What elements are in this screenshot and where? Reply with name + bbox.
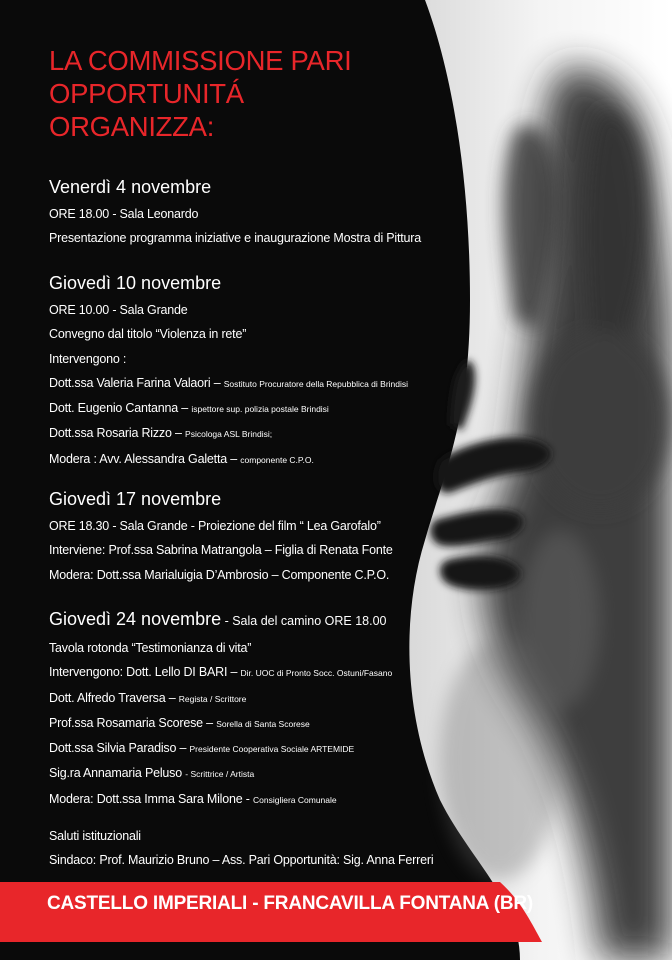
speaker-role: Sorella di Santa Scorese (216, 718, 310, 729)
speaker-line: Dott.ssa Rosaria Rizzo – Psicologa ASL Brindisi; (49, 426, 273, 441)
speaker-role: Consigliera Comunale (252, 794, 337, 805)
event-giovedi-10-novembre (49, 272, 469, 472)
speaker-line: Dott.ssa Valeria Farina Valaori – Sostituto Procuratore della Repubblica di Brindisi (49, 375, 409, 390)
event-line: Presentazione programma iniziative e inaugurazione Mostra di Pittura (49, 231, 422, 246)
event-line: ORE 10.00 - Sala Grande (49, 303, 188, 317)
speaker-role: Psicologa ASL Brindisi; (185, 429, 273, 440)
speaker-role: Presidente Cooperativa Sociale ARTEMIDE (189, 744, 355, 755)
event-line: Tavola rotonda “Testimonianza di vita” (49, 641, 252, 655)
event-day-heading: Giovedì 17 novembre (49, 489, 222, 509)
closing-greetings (49, 824, 469, 872)
speaker-role: Dir. UOC di Pronto Socc. Ostuni/Fasano (240, 668, 393, 679)
speaker-role: ispettore sup. polizia postale Brindisi (191, 404, 329, 415)
event-line: ORE 18.30 - Sala Grande - Proiezione del film “ Lea Garofalo” (49, 519, 381, 533)
event-giovedi-17-novembre (49, 488, 469, 587)
closing-heading: Saluti istituzionali (49, 829, 141, 843)
speaker-line: Intervengono: Dott. Lello DI BARI – Dir. UOC di Pronto Socc. Ostuni/Fasano (49, 665, 393, 680)
event-line: Convegno dal titolo “Violenza in rete” (49, 327, 247, 342)
event-day-suffix: - Sala del camino ORE 18.00 (221, 614, 387, 628)
closing-text: Sindaco: Prof. Maurizio Bruno – Ass. Pari Opportunità: Sig. Anna Ferreri (49, 853, 434, 867)
venue-banner-text: CASTELLO IMPERIALI - FRANCAVILLA FONTANA (BR) (47, 893, 534, 914)
speaker-line: Sig.ra Annamaria Peluso - Scrittrice / Artista (49, 766, 255, 781)
event-line: Interviene: Prof.ssa Sabrina Matrangola – Figlia di Renata Fonte (49, 543, 393, 558)
moderator-line: Modera: Dott.ssa Imma Sara Milone - Consigliera Comunale (49, 791, 337, 806)
event-venerdi-4-novembre (49, 176, 469, 251)
event-line: ORE 18.00 - Sala Leonardo (49, 207, 199, 221)
speaker-line: Dott. Alfredo Traversa – Regista / Scrittore (49, 690, 247, 705)
speaker-line: Dott.ssa Silvia Paradiso – Presidente Cooperativa Sociale ARTEMIDE (49, 741, 355, 756)
speaker-role: - Scrittrice / Artista (185, 769, 255, 780)
event-line: Intervengono : (49, 351, 127, 366)
speaker-role: Sostituto Procuratore della Repubblica di Brindisi (223, 378, 409, 389)
speaker-line: Prof.ssa Rosamaria Scorese – Sorella di Santa Scorese (49, 715, 310, 730)
event-day-heading: Giovedì 10 novembre (49, 273, 222, 293)
speaker-line: Dott. Eugenio Cantanna – ispettore sup. polizia postale Brindisi (49, 401, 329, 416)
moderator-line: Modera: Dott.ssa Marialuigia D’Ambrosio – Componente C.P.O. (49, 567, 390, 582)
page-title: LA COMMISSIONE PARI OPPORTUNITÁ ORGANIZZA: (49, 45, 352, 142)
speaker-role: componente C.P.O. (240, 454, 314, 465)
event-giovedi-24-novembre (49, 608, 469, 812)
moderator-line: Modera : Avv. Alessandra Galetta – componente C.P.O. (49, 451, 314, 466)
event-day-heading: Giovedì 24 novembre - Sala del camino ORE 18.00 (49, 609, 387, 629)
event-day-heading: Venerdì 4 novembre (49, 177, 212, 197)
speaker-role: Regista / Scrittore (178, 693, 247, 704)
